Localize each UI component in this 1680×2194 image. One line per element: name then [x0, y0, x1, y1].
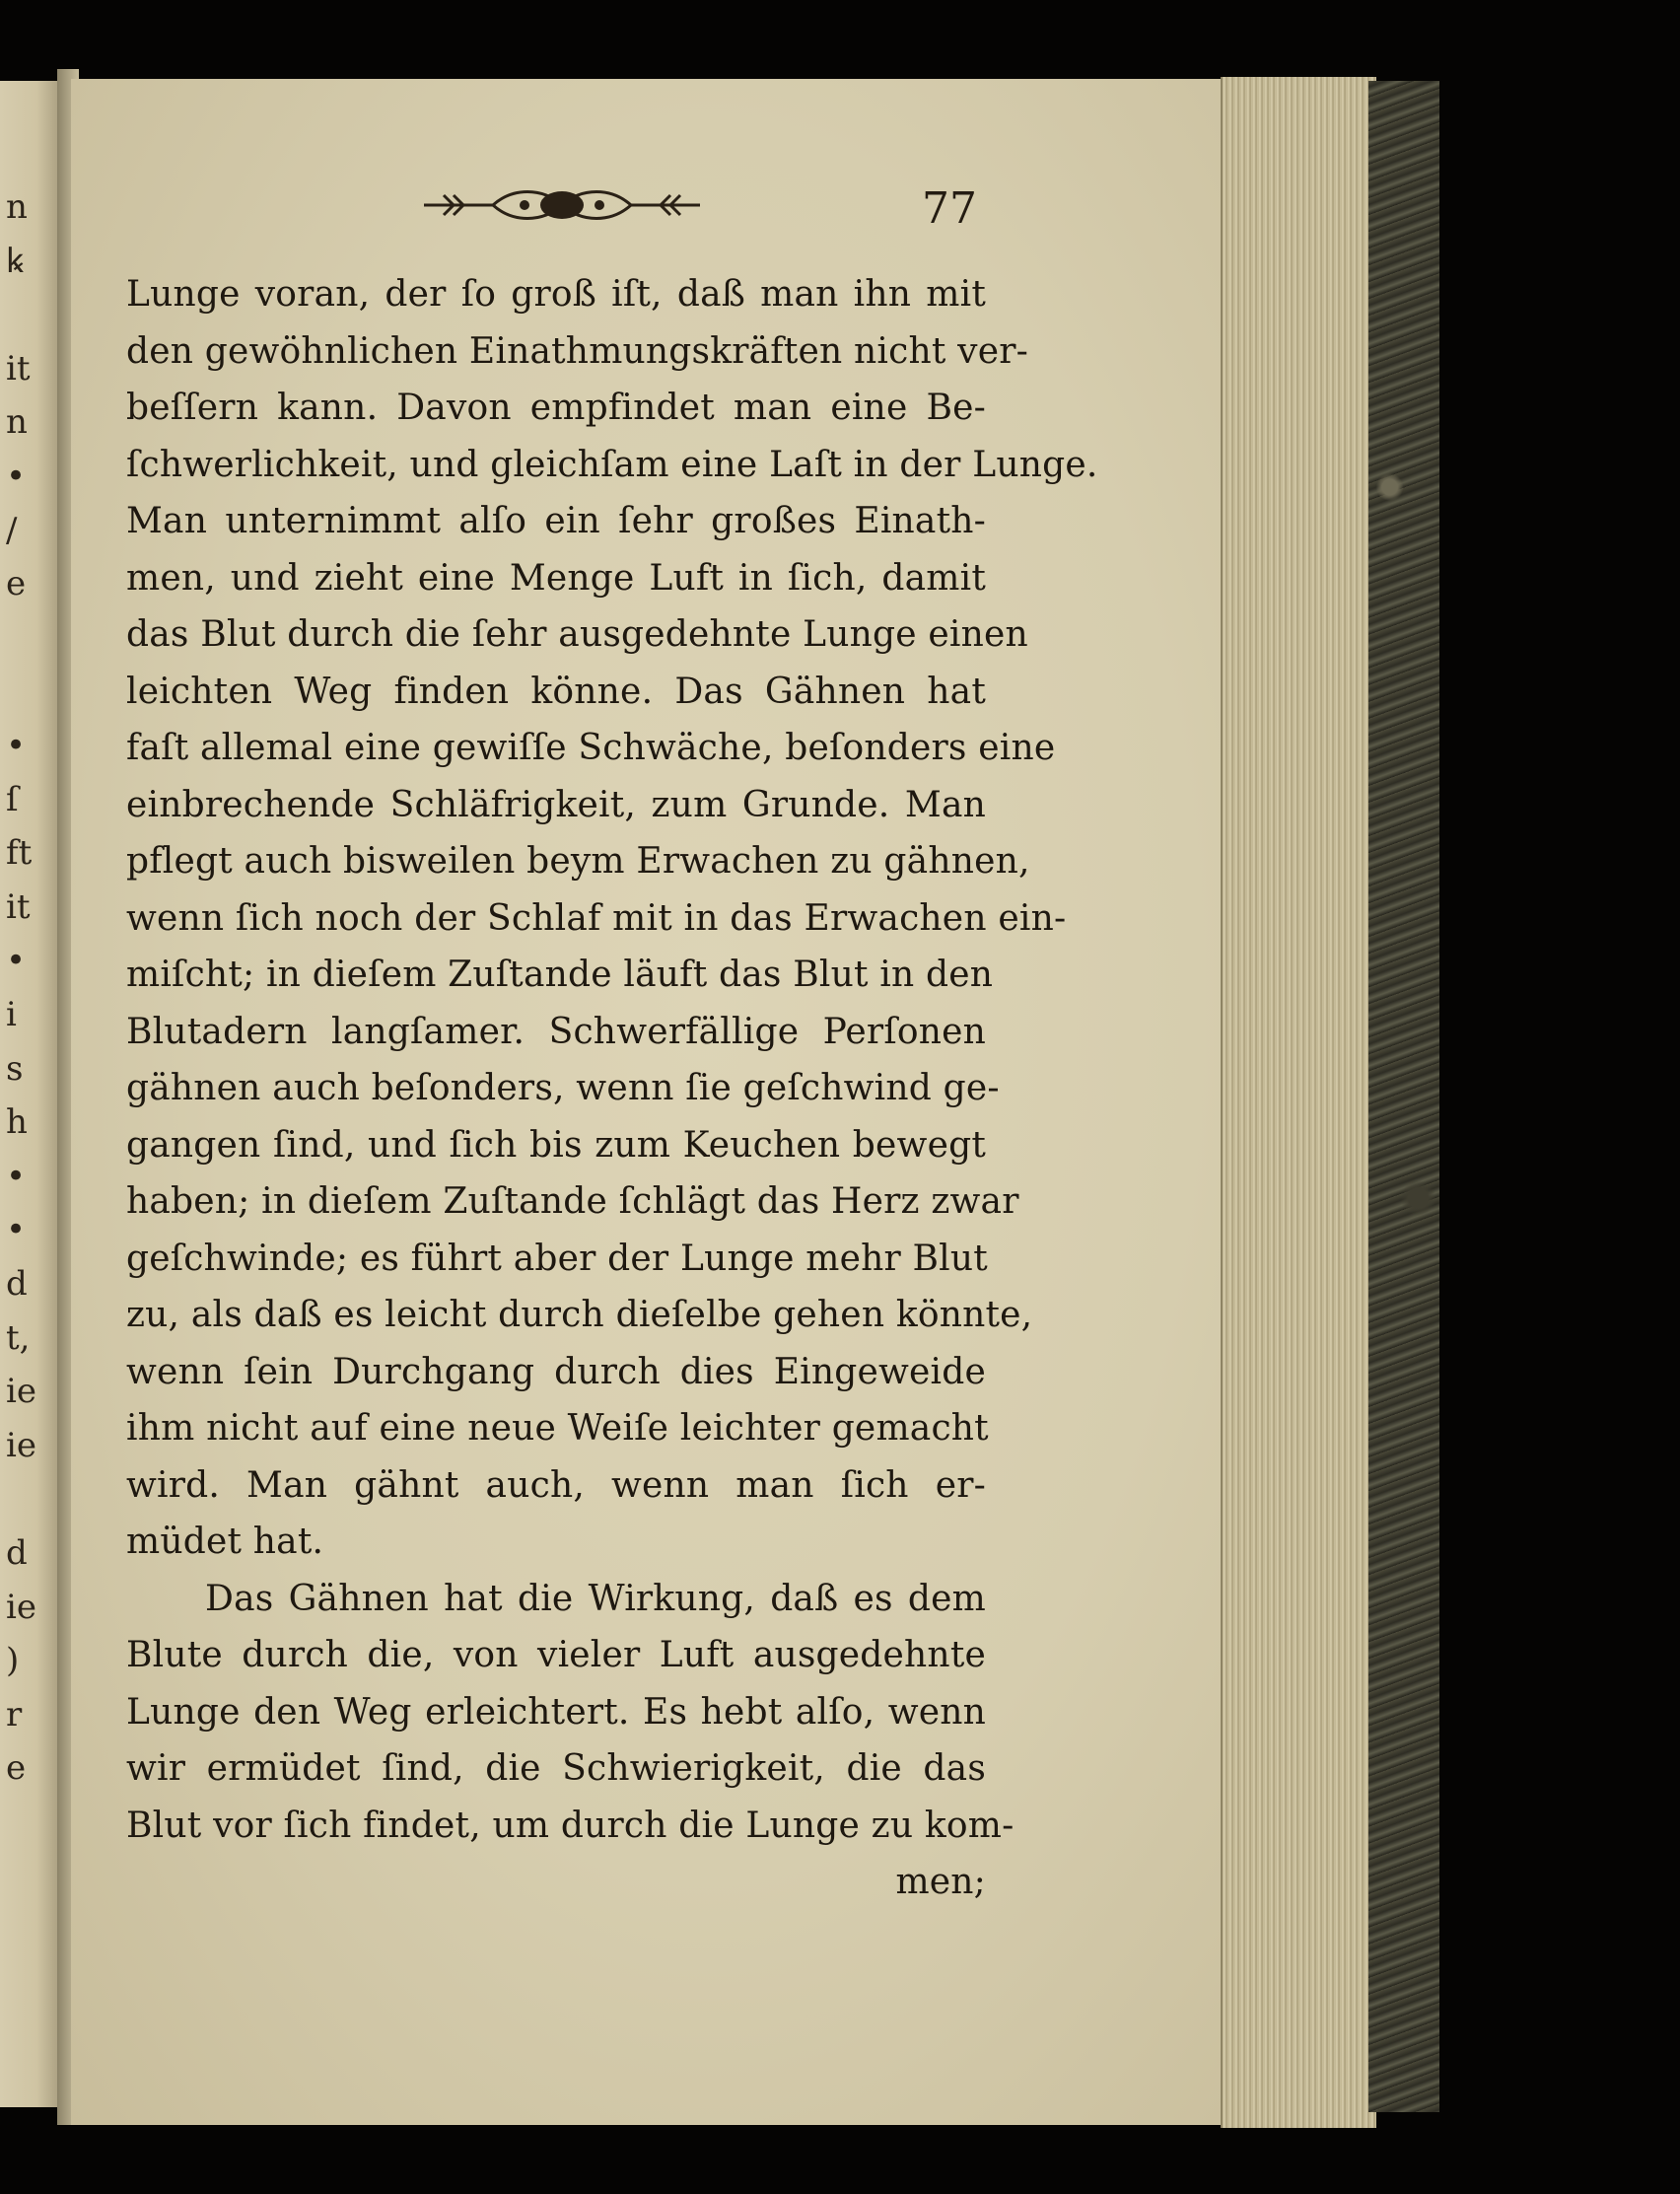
text-line: faſt allemal eine gewiſſe Schwäche, beſonders eine [126, 728, 1056, 768]
text-line: pflegt auch bisweilen beym Erwachen zu gähnen, [126, 841, 1030, 882]
text-line: Man unternimmt alſo ein ſehr großes Einath- [126, 501, 986, 541]
facing-page-fragment: • [6, 1156, 27, 1196]
paragraph [126, 1571, 1015, 1855]
text-line: wir ermüdet ſind, die Schwierigkeit, die das [126, 1748, 986, 1789]
facing-page-fragment: t, [6, 1317, 31, 1358]
facing-page-fragment: e [6, 1748, 27, 1789]
facing-page-fragment: ie [6, 1372, 36, 1412]
facing-page-fragment: d [6, 1264, 28, 1304]
facing-page-fragment: ſ [6, 779, 19, 819]
facing-page-fragment: r [6, 1694, 23, 1734]
marbled-cover-edge [1368, 81, 1439, 2112]
facing-page-fragment: • [6, 726, 27, 765]
facing-page-fragment: / [6, 510, 18, 550]
facing-page-edge [0, 81, 61, 2107]
page-block-edges [1221, 77, 1376, 2128]
facing-page-fragment: h [6, 1102, 28, 1143]
text-line: Lunge voran, der ſo groß iſt, daß man ihn mit [126, 274, 986, 315]
facing-page-fragment: • [6, 457, 27, 496]
text-line: haben; in dieſem Zuſtande ſchlägt das Herz zwar [126, 1181, 1019, 1222]
text-line: zu, als daß es leicht durch dieſelbe gehen könnte, [126, 1295, 1033, 1335]
ornament-vignette-icon [414, 183, 710, 227]
text-line: geſchwinde; es führt aber der Lunge mehr Blut [126, 1238, 988, 1279]
text-line: miſcht; in dieſem Zuſtande läuft das Blut in den [126, 955, 994, 995]
facing-page-fragment: n [6, 187, 28, 227]
text-line: den gewöhnlichen Einathmungskräften nicht ver- [126, 330, 1029, 372]
text-line: gangen ſind, und ſich bis zum Keuchen bewegt [126, 1124, 986, 1166]
text-line: beſſern kann. Davon empfindet man eine Be- [126, 388, 986, 428]
text-line: ſchwerlichkeit, und gleichſam eine Laſt in der Lunge. [126, 444, 1098, 485]
facing-page-fragment: n [6, 402, 28, 443]
paragraph [126, 266, 1098, 1571]
text-line: Blut vor ſich findet, um durch die Lunge zu kom- [126, 1805, 1015, 1846]
facing-page-fragment: • [6, 1210, 27, 1250]
facing-page-fragment: • [6, 941, 27, 981]
facing-page-fragment: s [6, 1048, 24, 1089]
facing-page-fragment: ꝃ [6, 241, 25, 281]
text-line: ihm nicht auf eine neue Weiſe leichter gemacht [126, 1408, 989, 1449]
facing-page-fragment: ft [6, 833, 33, 874]
text-line: Blute durch die, von vieler Luft ausgedehnte [126, 1635, 986, 1675]
facing-page-fragment: ie [6, 1425, 36, 1465]
text-line: leichten Weg finden könne. Das Gähnen hat [126, 671, 986, 712]
facing-page-fragment: ie [6, 1587, 36, 1627]
facing-page-fragment: it [6, 348, 31, 389]
facing-page-fragment: e [6, 564, 27, 604]
text-line: wenn ſein Durchgang durch dies Eingeweide [126, 1351, 986, 1392]
text-line: wird. Man gähnt auch, wenn man ſich er- [126, 1464, 986, 1506]
catchword: men; [895, 1862, 986, 1902]
page-number: 77 [922, 183, 977, 234]
text-line: Lunge den Weg erleichtert. Es hebt alſo, wenn [126, 1691, 986, 1733]
text-line: Das Gähnen hat die Wirkung, daß es dem [205, 1578, 986, 1619]
text-line: men, und zieht eine Menge Luft in ſich, damit [126, 557, 986, 599]
text-line: das Blut durch die ſehr ausgedehnte Lunge einen [126, 614, 1028, 655]
text-line: Blutadern langſamer. Schwerfällige Perſonen [126, 1011, 986, 1052]
text-line: müdet hat. [126, 1522, 324, 1562]
facing-page-fragment: it [6, 886, 31, 927]
text-line: wenn ſich noch der Schlaf mit in das Erwachen ein- [126, 897, 1067, 939]
text-line: einbrechende Schläfrigkeit, zum Grunde. Man [126, 784, 986, 825]
text-line: gähnen auch beſonders, wenn ſie geſchwind ge- [126, 1068, 1000, 1108]
page-text [126, 266, 1098, 1911]
facing-page-fragment: ) [6, 1641, 20, 1681]
facing-page-fragment: d [6, 1533, 28, 1573]
facing-page-fragment: i [6, 995, 17, 1034]
